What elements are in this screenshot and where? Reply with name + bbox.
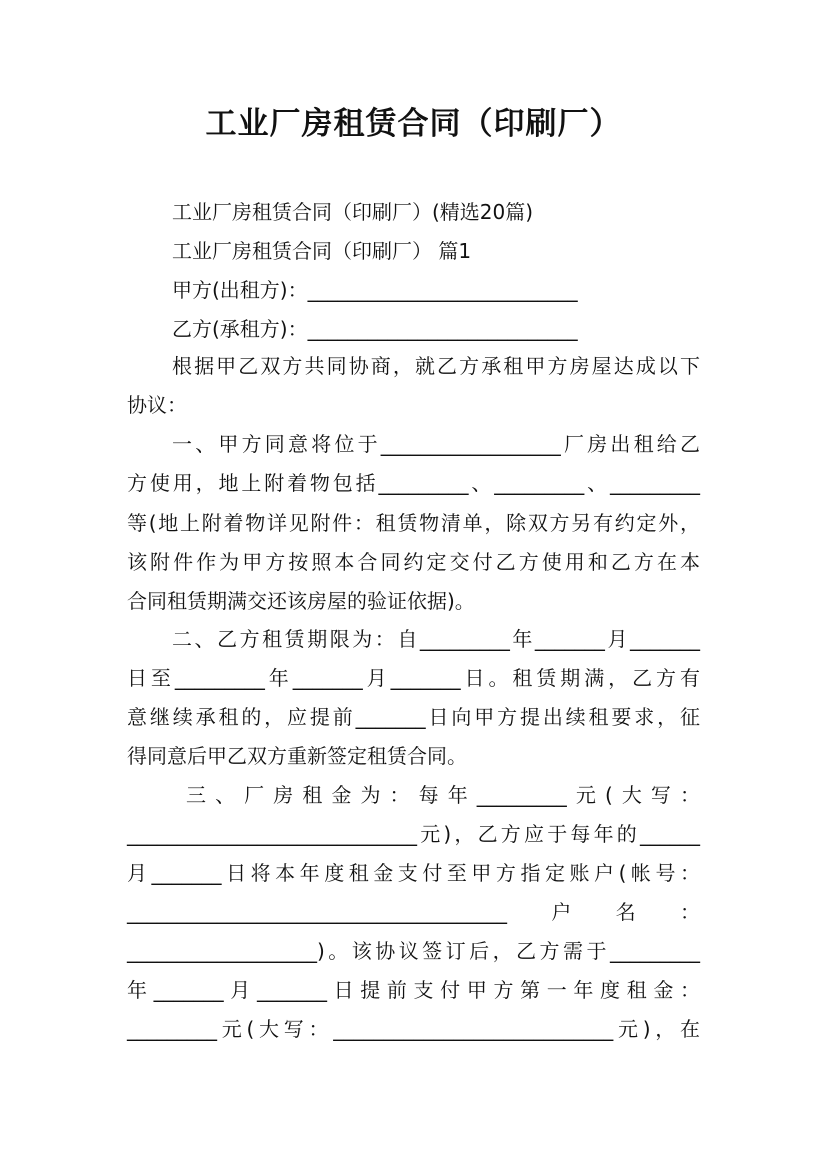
- clause-1-line: 该附件作为甲方按照本合同约定交付乙方使用和乙方在本: [127, 550, 700, 574]
- clause-1-line: 方使用，地上附着物包括_________、_________、_________: [127, 471, 700, 495]
- clause-1-line: 一、甲方同意将位于__________________厂房出租给乙: [172, 432, 700, 456]
- clause-3-line: _____________________________元)，乙方应于每年的______: [127, 822, 700, 846]
- clause-3-line: 三、厂房租金为：每年_________元(大写：: [186, 783, 700, 807]
- clause-2-line: 意继续承租的，应提前_______日向甲方提出续租要求，征: [127, 705, 700, 729]
- paragraph-line: 协议：: [127, 393, 187, 417]
- clause-2-line: 二、乙方租赁期限为：自_________年_______月_______: [172, 627, 700, 651]
- clause-3-line: ___________________)。该协议签订后，乙方需于_________: [127, 939, 700, 963]
- clause-2-line: 得同意后甲乙双方重新签定租赁合同。: [127, 744, 467, 768]
- clause-3-line: ______________________________________户名：: [127, 900, 700, 924]
- party-a-line: 甲方(出租方)：___________________________: [172, 278, 578, 302]
- paragraph-line: 根据甲乙双方共同协商，就乙方承租甲方房屋达成以下: [172, 354, 700, 378]
- section-heading: 工业厂房租赁合同（印刷厂） 篇1: [172, 239, 472, 263]
- document-title: 工业厂房租赁合同（印刷厂）: [205, 106, 622, 142]
- subtitle-line: 工业厂房租赁合同（印刷厂）(精选20篇): [172, 200, 534, 224]
- clause-3-line: 月_______日将本年度租金支付至甲方指定账户(帐号：: [127, 861, 700, 885]
- clause-1-line: 合同租赁期满交还该房屋的验证依据)。: [127, 589, 475, 613]
- clause-3-line: 年_______月_______日提前支付甲方第一年度租金：: [127, 978, 700, 1002]
- clause-1-line: 等(地上附着物详见附件：租赁物清单，除双方另有约定外，: [127, 511, 700, 535]
- clause-2-line: 日至_________年_______月_______日。租赁期满，乙方有: [127, 666, 700, 690]
- party-b-line: 乙方(承租方)：___________________________: [172, 317, 578, 341]
- clause-3-line: _________元(大写：____________________________元)，在: [127, 1017, 700, 1041]
